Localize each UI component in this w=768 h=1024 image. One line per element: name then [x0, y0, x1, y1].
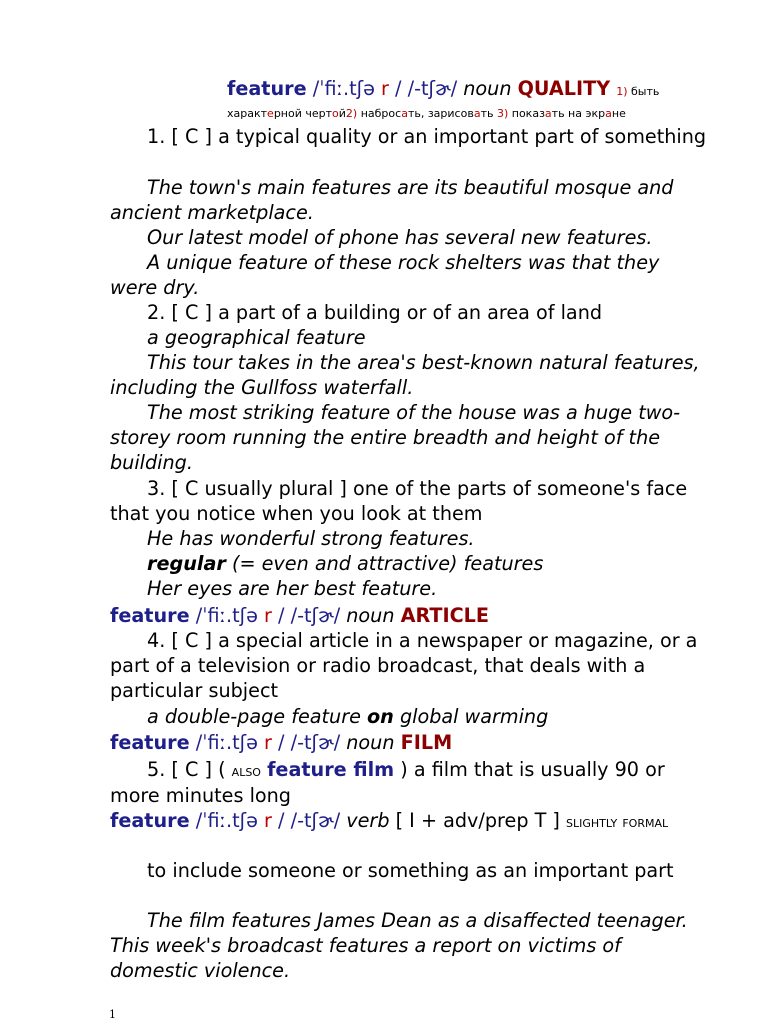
sense-6-definition: to include someone or something as an important part	[147, 859, 674, 882]
entry-header-quality	[227, 76, 717, 104]
entry-header-verb	[110, 808, 710, 834]
pronunciation: /ˈfiː.tʃə r / /-tʃɚ/	[195, 809, 341, 832]
headword: feature	[110, 731, 190, 754]
sense-3-example-2: regular (= even and attractive) features	[147, 552, 544, 575]
sense-2-example-2: This tour takes in the area's best-known natural features, including the Gullfoss waterfall.	[110, 351, 700, 399]
pronunciation: /ˈfiː.tʃə r / /-tʃɚ/	[312, 77, 458, 100]
entry-header-article	[110, 603, 710, 628]
part-of-speech: verb	[346, 809, 390, 832]
sense-3-example-1: He has wonderful strong features.	[147, 527, 475, 550]
entry-header-film	[110, 730, 710, 755]
sense-5-definition: 5. [ C ] ( also feature film ) a film that is usually 90 or more minutes long	[110, 758, 665, 807]
sense-2-definition: 2. [ C ] a part of a building or of an area of land	[147, 301, 603, 324]
cross-reference: feature film	[267, 758, 395, 781]
sense-3-definition: 3. [ C usually plural ] one of the parts of someone's face that you notice when you look at them	[110, 477, 688, 525]
russian-gloss-line2: характерной чертой2) набросать, зарисовать 3) показать на экране	[227, 107, 626, 120]
sense-4-definition: 4. [ C ] a special article in a newspaper or magazine, or a part of a television or radio broadcast, that deals with a particular subject	[110, 629, 698, 702]
pronunciation: /ˈfiː.tʃə r / /-tʃɚ/	[195, 604, 341, 627]
sense-label: FILM	[400, 731, 453, 754]
page-number: 1	[109, 1008, 116, 1021]
part-of-speech: noun	[346, 604, 395, 627]
headword: feature	[110, 809, 190, 832]
pronunciation: /ˈfiː.tʃə r / /-tʃɚ/	[195, 731, 341, 754]
sense-1-example-2: Our latest model of phone has several new features.	[147, 226, 653, 249]
part-of-speech: noun	[346, 731, 395, 754]
sense-1-definition: 1. [ C ] a typical quality or an important part of something	[147, 125, 707, 148]
sense-4-example-1: a double-page feature on global warming	[147, 705, 549, 728]
register-label: slightly formal	[566, 812, 669, 831]
sense-2-example-1: a geographical feature	[147, 326, 366, 349]
sense-2-example-3: The most striking feature of the house was a huge two-storey room running the entire breadth and height of the building.	[110, 401, 681, 474]
sense-1-example-3: A unique feature of these rock shelters was that they were dry.	[110, 251, 660, 299]
grammar-code: [ I + adv/prep T ]	[389, 809, 567, 832]
sense-label: QUALITY	[517, 77, 611, 100]
sense-1-example-1: The town's main features are its beautiful mosque and ancient marketplace.	[110, 176, 674, 224]
sense-6-example-1: The film features James Dean as a disaffected teenager. This week's broadcast features a report on victims of domestic violence.	[110, 909, 688, 982]
sense-label: ARTICLE	[400, 604, 490, 627]
part-of-speech: noun	[463, 77, 512, 100]
russian-gloss: 1) быть	[616, 85, 660, 98]
sense-3-example-3: Her eyes are her best feature.	[147, 577, 438, 600]
headword: feature	[110, 604, 190, 627]
headword: feature	[227, 77, 307, 100]
